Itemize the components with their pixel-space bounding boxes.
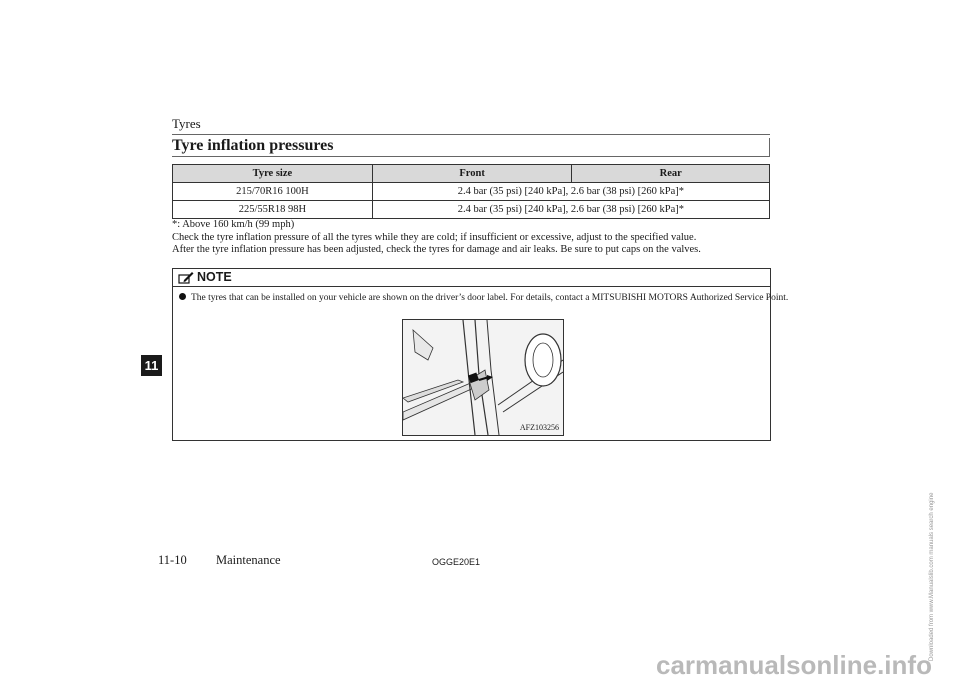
note-header	[173, 269, 770, 287]
title-top-rule	[172, 134, 770, 135]
pressure-cell: 2.4 bar (35 psi) [240 kPa], 2.6 bar (38 psi) [260 kPa]*	[372, 201, 769, 219]
note-item-text: The tyres that can be installed on your vehicle are shown on the driver’s door label. For details, contact a MITSUBISHI MOTORS Authorized Service Point.	[191, 293, 789, 303]
document-code: OGGE20E1	[432, 557, 481, 567]
pencil-note-icon	[178, 271, 194, 284]
bullet-icon	[179, 293, 186, 300]
table-row	[173, 201, 770, 219]
table-row	[173, 183, 770, 201]
table-header-row	[173, 165, 770, 183]
header-front: Front	[372, 165, 572, 183]
inflation-pressure-table	[172, 164, 770, 219]
figure-code: AFZ103256	[519, 423, 559, 432]
chapter-tab: 11	[141, 355, 162, 376]
header-rear: Rear	[572, 165, 770, 183]
body-line-1: Check the tyre inflation pressure of all the tyres while they are cold; if insufficient or excessive, adjust to the specified value.	[172, 231, 697, 243]
header-tyre-size: Tyre size	[173, 165, 373, 183]
pressure-cell: 2.4 bar (35 psi) [240 kPa], 2.6 bar (38 psi) [260 kPa]*	[372, 183, 769, 201]
tyre-size-cell: 225/55R18 98H	[173, 201, 373, 219]
body-text	[172, 219, 701, 257]
door-label-figure	[402, 319, 564, 436]
tyre-size-cell: 215/70R16 100H	[173, 183, 373, 201]
note-label: NOTE	[197, 270, 232, 284]
note-item	[179, 293, 788, 303]
page-number: 11-10	[158, 553, 187, 567]
door-illustration	[403, 320, 563, 435]
section-title: Tyre inflation pressures	[172, 137, 334, 154]
title-bottom-rule	[172, 156, 770, 157]
note-box	[172, 268, 789, 441]
body-line-2: After the tyre inflation pressure has been adjusted, check the tyres for damage and air leaks. Be sure to put caps on the valves.	[172, 244, 701, 255]
watermark: carmanualsonline.info	[656, 650, 932, 680]
section-label: Tyres	[172, 116, 201, 131]
side-watermark: Downloaded from www.Manualslib.com manuals search engine	[929, 492, 935, 661]
footnote: *: Above 160 km/h (99 mph)	[172, 219, 295, 230]
chapter-name: Maintenance	[216, 553, 281, 567]
title-bracket	[769, 138, 770, 156]
